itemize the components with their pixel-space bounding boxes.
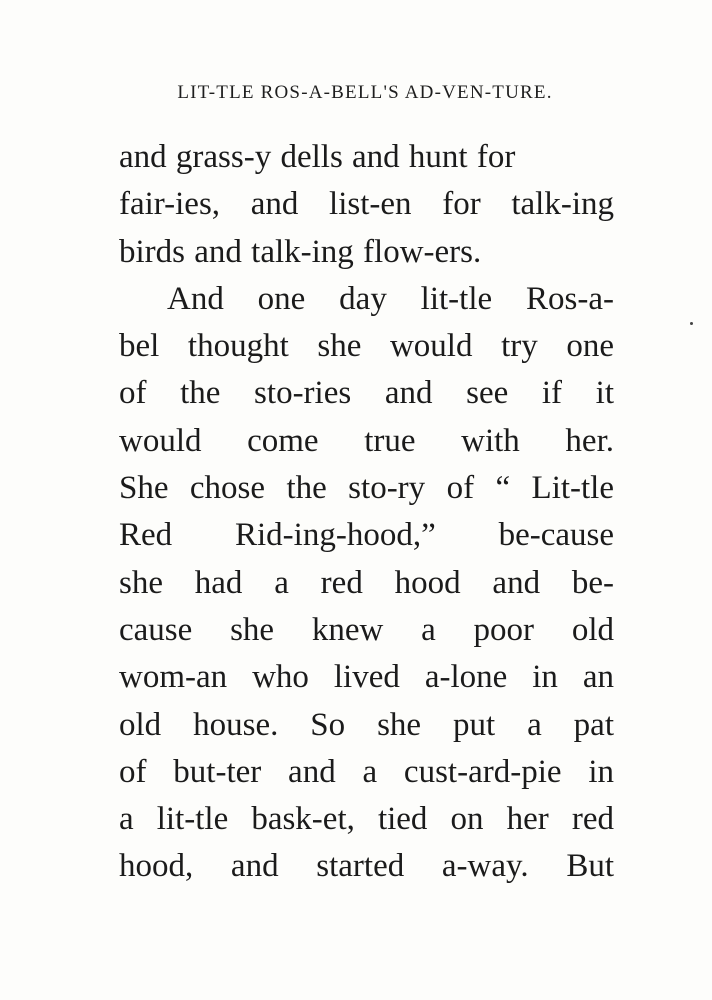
text-line: of the sto-ries and see if it bbox=[119, 375, 614, 412]
text-line: birds and talk-ing flow-ers. bbox=[119, 233, 482, 270]
text-line: a lit-tle bask-et, tied on her red bbox=[119, 801, 614, 838]
text-line: Red Rid-ing-hood,” be-cause bbox=[119, 517, 614, 554]
text-line: hood, and started a-way. But bbox=[119, 848, 614, 885]
text-line: bel thought she would try one bbox=[119, 328, 614, 365]
text-line: she had a red hood and be- bbox=[119, 564, 614, 601]
text-line: would come true with her. bbox=[119, 422, 614, 459]
text-line: fair-ies, and list-en for talk-ing bbox=[119, 186, 614, 223]
text-line: She chose the sto-ry of “ Lit-tle bbox=[119, 470, 614, 507]
body-text bbox=[119, 134, 614, 891]
text-line: and grass-y dells and hunt for bbox=[119, 139, 516, 175]
paper-speck bbox=[690, 322, 693, 325]
running-head: LIT-TLE ROS-A-BELL'S AD-VEN-TURE. bbox=[177, 82, 553, 103]
text-line: of but-ter and a cust-ard-pie in bbox=[119, 753, 614, 790]
text-line: cause she knew a poor old bbox=[119, 611, 614, 648]
text-line: And one day lit-tle Ros-a- bbox=[167, 280, 614, 317]
text-line: wom-an who lived a-lone in an bbox=[119, 659, 614, 696]
text-line: old house. So she put a pat bbox=[119, 706, 614, 743]
